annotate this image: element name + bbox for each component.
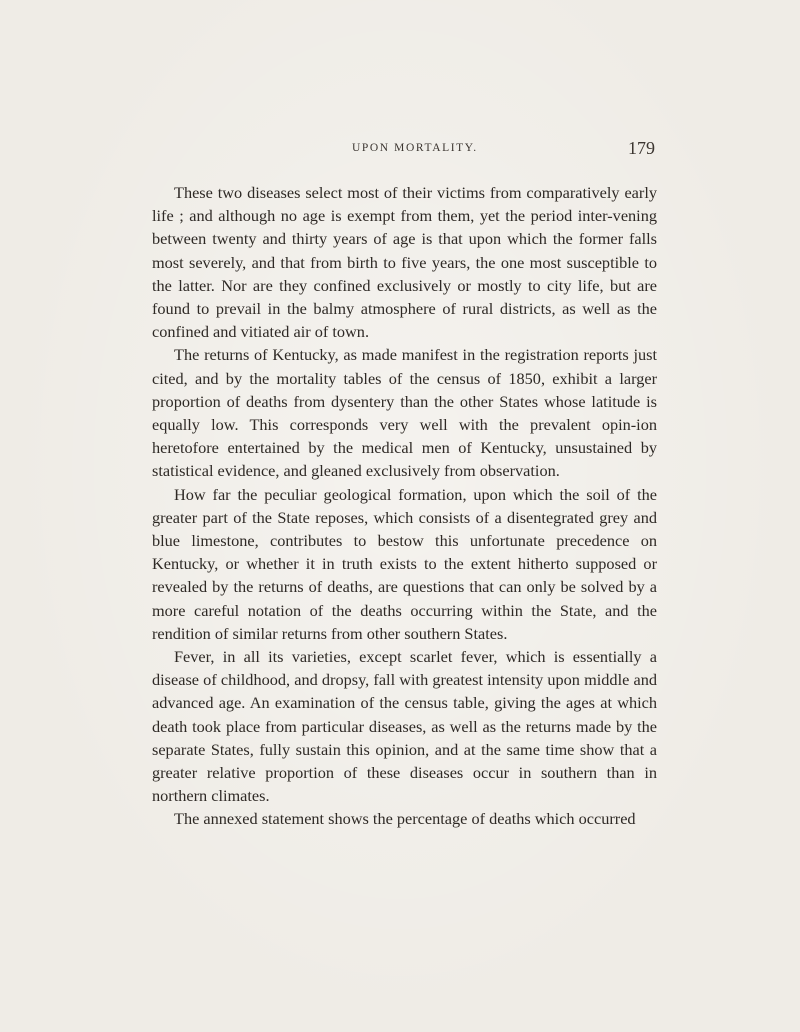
- paragraph: How far the peculiar geological formation, upon which the soil of the greater part of the State reposes, which consists of a disentegrated grey and blue limestone, contributes to bestow this unfortunate precedence on Kentucky, or whether it in truth exists to the extent hitherto supposed or revealed by the returns of deaths, are questions that can only be solved by a more careful notation of the deaths occurring within the State, and the rendition of similar returns from other southern States.: [152, 484, 657, 643]
- page-number: 179: [628, 138, 655, 158]
- running-head: UPON MORTALITY.: [352, 142, 478, 154]
- paragraph: The returns of Kentucky, as made manifest in the registration reports just cited, and by the mortality tables of the census of 1850, exhibit a larger proportion of deaths from dysentery than the other States whose latitude is equally low. This corresponds very well with the prevalent opin-ion heretofore entertained by the medical men of Kentucky, unsustained by statistical evidence, and gleaned exclusively from observation.: [152, 345, 657, 481]
- paragraph: The annexed statement shows the percentage of deaths which occurred: [174, 809, 636, 829]
- body-text: [152, 181, 657, 831]
- paragraph: Fever, in all its varieties, except scarlet fever, which is essentially a disease of childhood, and dropsy, fall with greatest intensity upon middle and advanced age. An examination of the census table, giving the ages at which death took place from particular diseases, as well as the returns made by the separate States, fully sustain this opinion, and at the same time show that a greater relative proportion of these diseases occur in southern than in northern climates.: [152, 647, 657, 806]
- page-header: [0, 138, 800, 162]
- paragraph: These two diseases select most of their victims from comparatively early life ; and although no age is exempt from them, yet the period inter-vening between twenty and thirty years of age is that upon which the former falls most severely, and that from birth to five years, the one most susceptible to the latter. Nor are they confined exclusively or mostly to city life, but are found to prevail in the balmy atmosphere of rural districts, as well as the confined and vitiated air of town.: [152, 183, 657, 342]
